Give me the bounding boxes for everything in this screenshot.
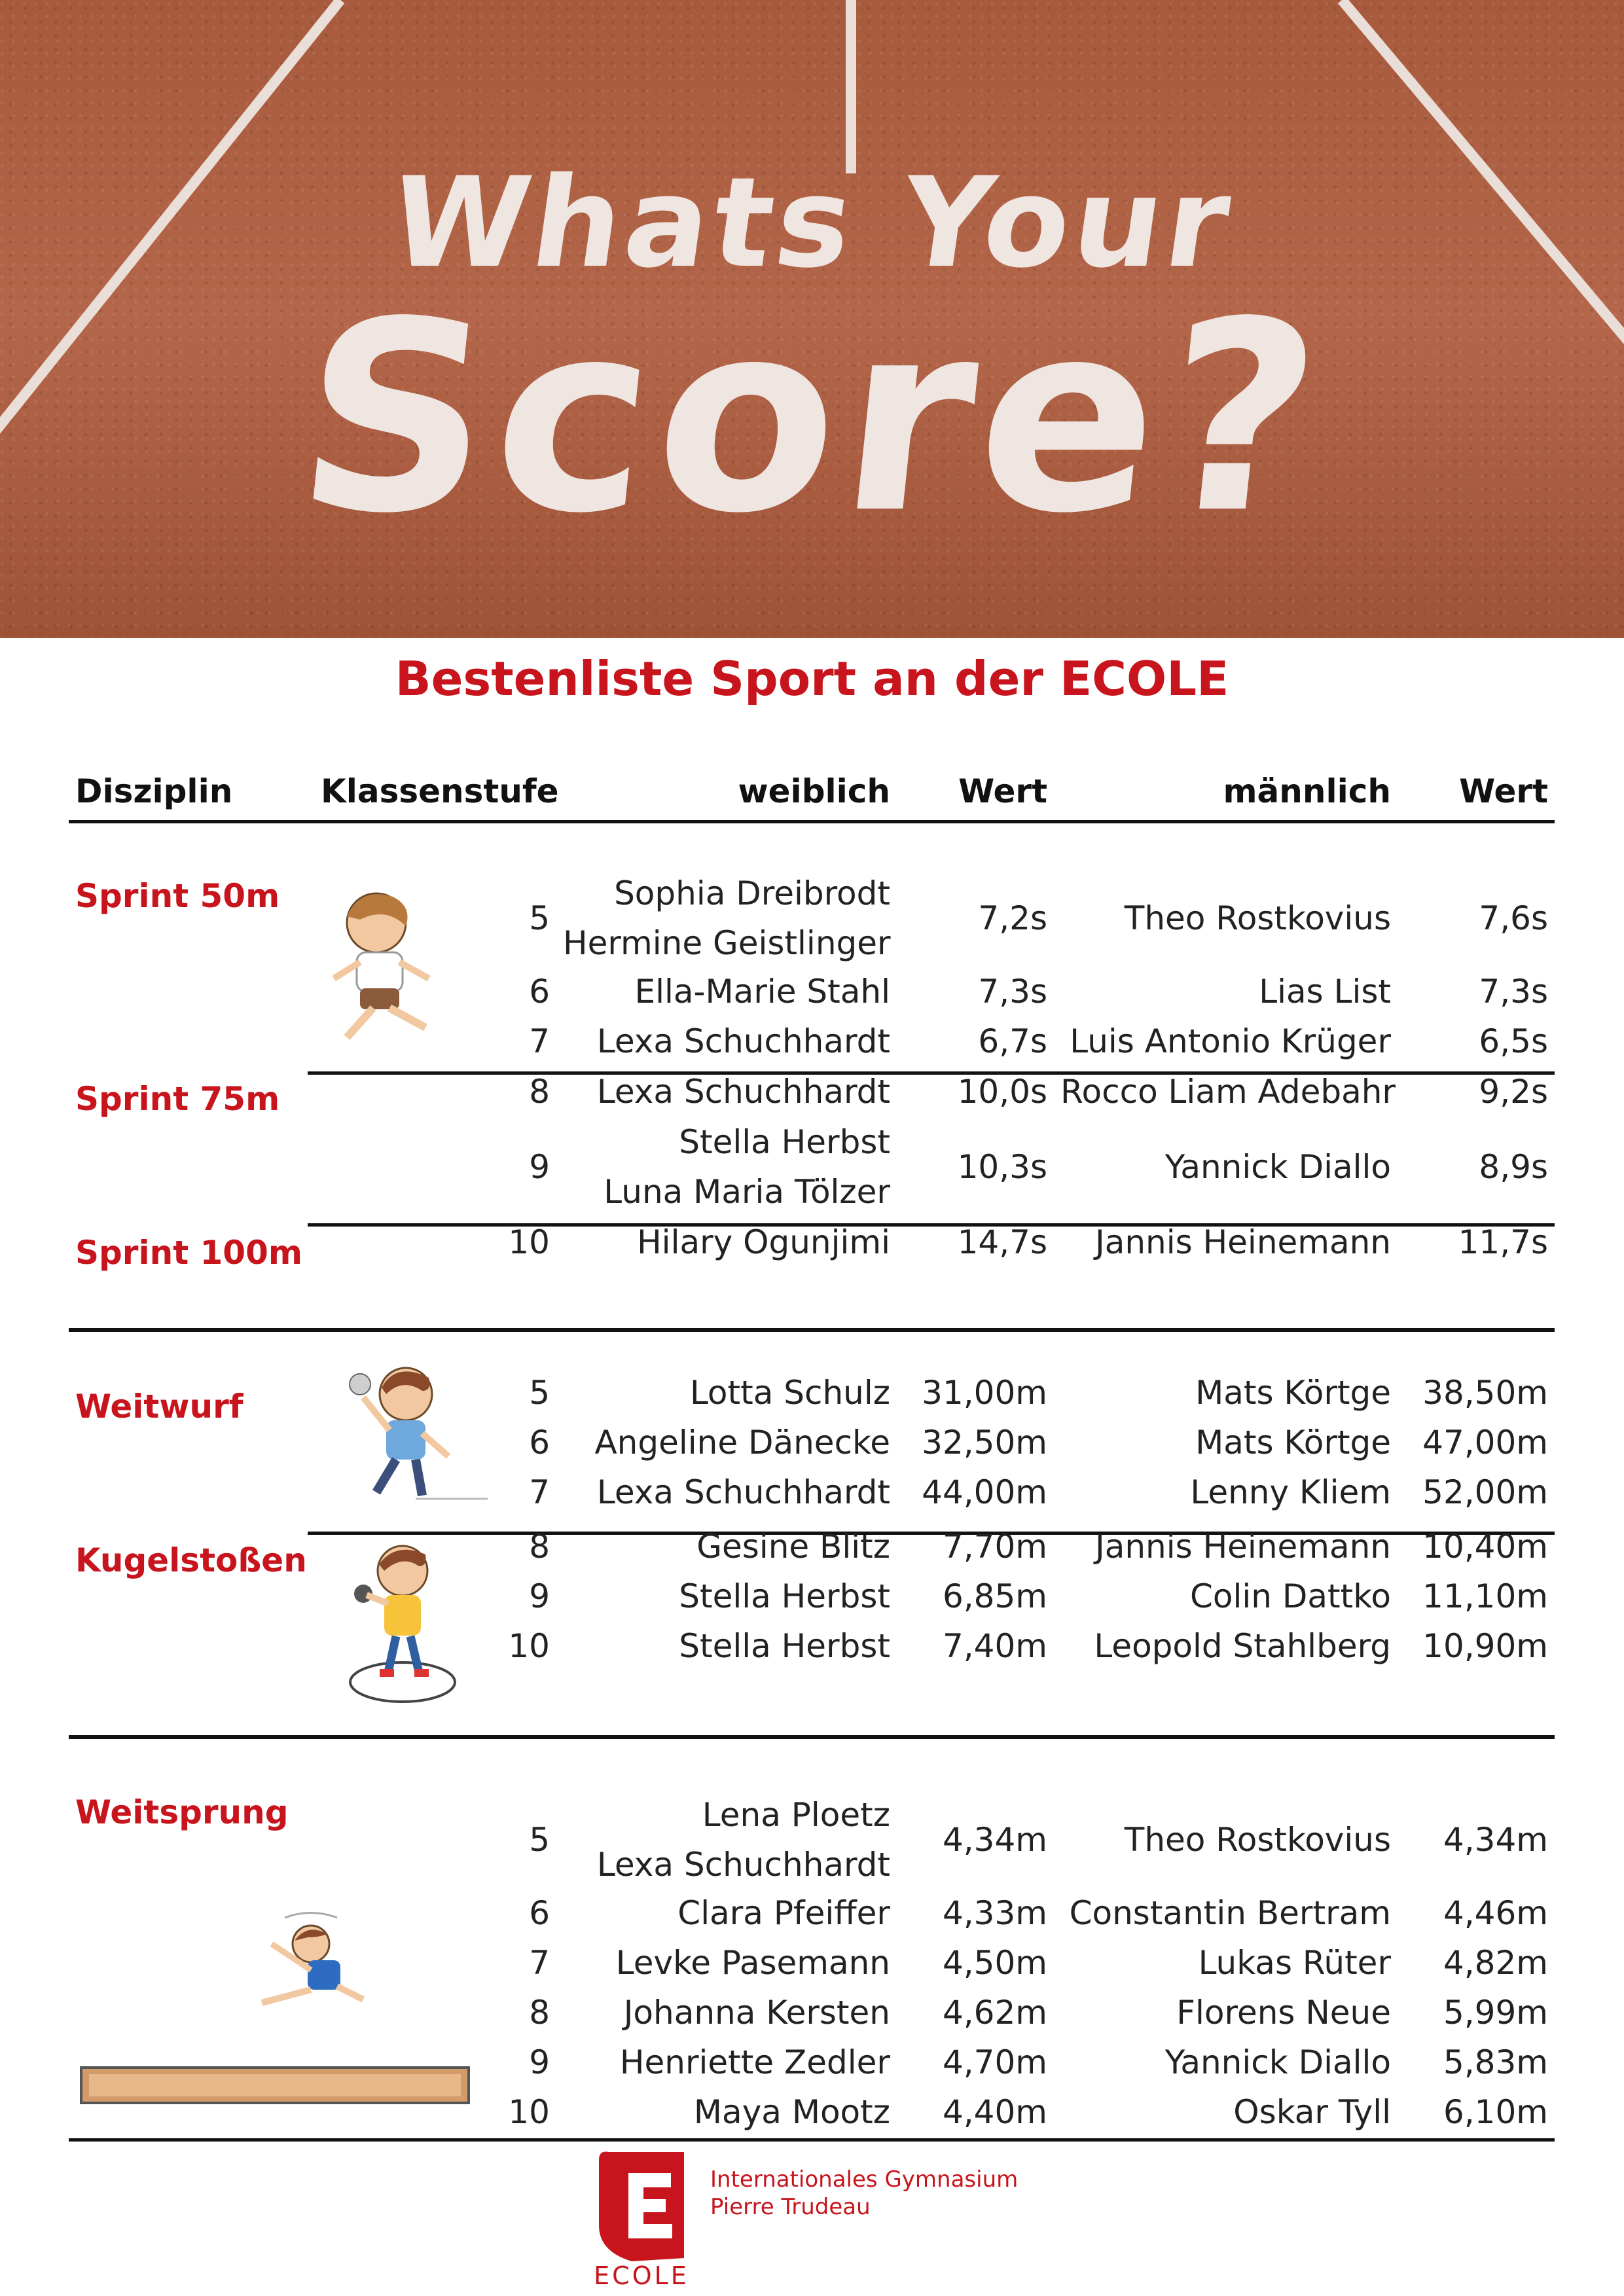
male-value-cell: 9,2s <box>1479 1073 1548 1111</box>
female-name-cell: Lexa Schuchhardt <box>596 1473 890 1511</box>
grade-cell: 7 <box>529 1473 550 1511</box>
grade-cell: 9 <box>529 1148 550 1186</box>
hero-title-line2: Score? <box>285 266 1339 571</box>
male-name-cell: Luis Antonio Krüger <box>1070 1022 1391 1060</box>
male-value-cell: 47,00m <box>1422 1424 1548 1462</box>
female-name-cell: Lexa Schuchhardt <box>596 1846 890 1884</box>
table-row <box>0 2087 1624 2137</box>
female-value-cell: 7,3s <box>978 973 1047 1011</box>
male-value-cell: 8,9s <box>1479 1148 1548 1186</box>
female-value-cell: 4,62m <box>942 1994 1047 2032</box>
discipline-weitsprung: Weitsprung <box>75 1793 289 1831</box>
female-name-cell: Levke Pasemann <box>615 1944 890 1982</box>
male-value-cell: 7,3s <box>1479 973 1548 1011</box>
grade-cell: 5 <box>529 1821 550 1859</box>
male-name-cell: Oskar Tyll <box>1233 2093 1391 2131</box>
table-row <box>0 1571 1624 1621</box>
hero-banner <box>0 0 1624 638</box>
hero-title-line1: Whats Your <box>382 151 1242 295</box>
female-name-cell: Lexa Schuchhardt <box>596 1022 890 1060</box>
header-weiblich: weiblich <box>738 772 890 810</box>
female-value-cell: 4,50m <box>942 1944 1047 1982</box>
male-value-cell: 52,00m <box>1422 1473 1548 1511</box>
grade-cell: 10 <box>508 1627 550 1665</box>
table-row <box>0 1368 1624 1418</box>
grade-cell: 9 <box>529 2043 550 2081</box>
female-name-cell: Clara Pfeiffer <box>677 1894 890 1932</box>
female-name-cell: Lexa Schuchhardt <box>596 1073 890 1111</box>
male-value-cell: 11,10m <box>1422 1577 1548 1615</box>
male-value-cell: 10,40m <box>1422 1528 1548 1566</box>
grade-cell: 5 <box>529 1374 550 1412</box>
header-wert-w: Wert <box>958 772 1047 810</box>
male-name-cell: Rocco Liam Adebahr <box>1060 1073 1396 1111</box>
female-name-cell: Ella-Marie Stahl <box>634 973 890 1011</box>
grade-cell: 10 <box>508 2093 550 2131</box>
header-disziplin: Disziplin <box>75 772 233 810</box>
male-name-cell: Leopold Stahlberg <box>1094 1627 1391 1665</box>
female-value-cell: 10,3s <box>957 1148 1047 1186</box>
table-row <box>0 2037 1624 2087</box>
female-name-cell: Maya Mootz <box>693 2093 890 2131</box>
female-name-cell: Johanna Kersten <box>623 1994 890 2032</box>
table-row <box>0 869 1624 968</box>
discipline-sprint-50m: Sprint 50m <box>75 877 280 915</box>
male-name-cell: Theo Rostkovius <box>1124 899 1391 937</box>
header-wert-m: Wert <box>1459 772 1548 810</box>
male-value-cell: 5,83m <box>1443 2043 1548 2081</box>
male-name-cell: Florens Neue <box>1176 1994 1391 2032</box>
female-value-cell: 32,50m <box>922 1424 1047 1462</box>
male-value-cell: 10,90m <box>1422 1627 1548 1665</box>
page-title: Bestenliste Sport an der ECOLE <box>395 651 1229 706</box>
school-name-line1: Internationales Gymnasium <box>710 2166 1019 2193</box>
table-row <box>0 1467 1624 1517</box>
grade-cell: 8 <box>529 1528 550 1566</box>
table-row <box>0 1790 1624 1890</box>
female-name-cell: Lena Ploetz <box>702 1796 890 1834</box>
table-row <box>0 1621 1624 1671</box>
rule-section3 <box>69 1735 1555 1739</box>
male-name-cell: Mats Körtge <box>1195 1374 1391 1412</box>
female-name-cell: Stella Herbst <box>679 1627 890 1665</box>
female-value-cell: 31,00m <box>922 1374 1047 1412</box>
female-value-cell: 4,34m <box>942 1821 1047 1859</box>
logo-wordmark: ECOLE <box>594 2261 689 2290</box>
table-row <box>0 1067 1624 1117</box>
female-name-cell: Stella Herbst <box>679 1577 890 1615</box>
discipline-sprint-75m: Sprint 75m <box>75 1080 280 1118</box>
grade-cell: 6 <box>529 1894 550 1932</box>
grade-cell: 8 <box>529 1994 550 2032</box>
rule-section2 <box>69 1328 1555 1332</box>
table-row <box>0 1016 1624 1066</box>
female-value-cell: 7,70m <box>942 1528 1047 1566</box>
female-name-cell: Sophia Dreibrodt <box>614 874 890 912</box>
male-value-cell: 38,50m <box>1422 1374 1548 1412</box>
table-row <box>0 1418 1624 1467</box>
male-name-cell: Yannick Diallo <box>1164 2043 1391 2081</box>
male-value-cell: 4,82m <box>1443 1944 1548 1982</box>
table-row <box>0 1522 1624 1571</box>
male-value-cell: 4,46m <box>1443 1894 1548 1932</box>
female-name-cell: Lotta Schulz <box>689 1374 890 1412</box>
grade-cell: 6 <box>529 1424 550 1462</box>
discipline-kugelstossen: Kugelstoßen <box>75 1541 307 1579</box>
female-value-cell: 7,40m <box>942 1627 1047 1665</box>
female-name-cell: Henriette Zedler <box>619 2043 890 2081</box>
female-value-cell: 4,70m <box>942 2043 1047 2081</box>
discipline-weitwurf: Weitwurf <box>75 1388 244 1426</box>
female-name-cell: Gesine Blitz <box>696 1528 890 1566</box>
ecole-logo-icon <box>592 2147 691 2265</box>
header-maennlich: männlich <box>1223 772 1391 810</box>
female-value-cell: 4,33m <box>942 1894 1047 1932</box>
male-value-cell: 6,10m <box>1443 2093 1548 2131</box>
table-row <box>0 1938 1624 1988</box>
table-row <box>0 1117 1624 1217</box>
female-value-cell: 7,2s <box>978 899 1047 937</box>
male-value-cell: 6,5s <box>1479 1022 1548 1060</box>
male-name-cell: Lenny Kliem <box>1190 1473 1391 1511</box>
female-value-cell: 44,00m <box>922 1473 1047 1511</box>
female-value-cell: 6,85m <box>942 1577 1047 1615</box>
grade-cell: 5 <box>529 899 550 937</box>
male-name-cell: Jannis Heinemann <box>1094 1223 1391 1261</box>
header-klassenstufe: Klassenstufe <box>321 772 559 810</box>
grade-cell: 6 <box>529 973 550 1011</box>
female-name-cell: Angeline Dänecke <box>594 1424 890 1462</box>
female-name-cell: Hermine Geistlinger <box>563 924 891 962</box>
grade-cell: 7 <box>529 1944 550 1982</box>
male-value-cell: 5,99m <box>1443 1994 1548 2032</box>
female-name-cell: Luna Maria Tölzer <box>604 1173 890 1211</box>
male-value-cell: 11,7s <box>1458 1223 1548 1261</box>
school-name-line2: Pierre Trudeau <box>710 2194 871 2220</box>
grade-cell: 7 <box>529 1022 550 1060</box>
female-value-cell: 10,0s <box>957 1073 1047 1111</box>
table-row <box>0 1888 1624 1938</box>
male-value-cell: 7,6s <box>1479 899 1548 937</box>
female-value-cell: 4,40m <box>942 2093 1047 2131</box>
grade-cell: 9 <box>529 1577 550 1615</box>
grade-cell: 10 <box>508 1223 550 1261</box>
male-name-cell: Lukas Rüter <box>1198 1944 1391 1982</box>
table-row <box>0 1988 1624 2037</box>
rule-header <box>69 820 1555 823</box>
male-name-cell: Mats Körtge <box>1195 1424 1391 1462</box>
male-name-cell: Yannick Diallo <box>1164 1148 1391 1186</box>
female-value-cell: 14,7s <box>957 1223 1047 1261</box>
male-name-cell: Lias List <box>1259 973 1391 1011</box>
discipline-sprint-100m: Sprint 100m <box>75 1234 302 1272</box>
male-value-cell: 4,34m <box>1443 1821 1548 1859</box>
male-name-cell: Jannis Heinemann <box>1094 1528 1391 1566</box>
table-row <box>0 1217 1624 1267</box>
rule-bottom <box>69 2138 1555 2142</box>
male-name-cell: Constantin Bertram <box>1069 1894 1391 1932</box>
male-name-cell: Theo Rostkovius <box>1124 1821 1391 1859</box>
table-row <box>0 967 1624 1016</box>
female-name-cell: Hilary Ogunjimi <box>637 1223 890 1261</box>
grade-cell: 8 <box>529 1073 550 1111</box>
female-name-cell: Stella Herbst <box>679 1123 890 1161</box>
male-name-cell: Colin Dattko <box>1190 1577 1391 1615</box>
female-value-cell: 6,7s <box>978 1022 1047 1060</box>
